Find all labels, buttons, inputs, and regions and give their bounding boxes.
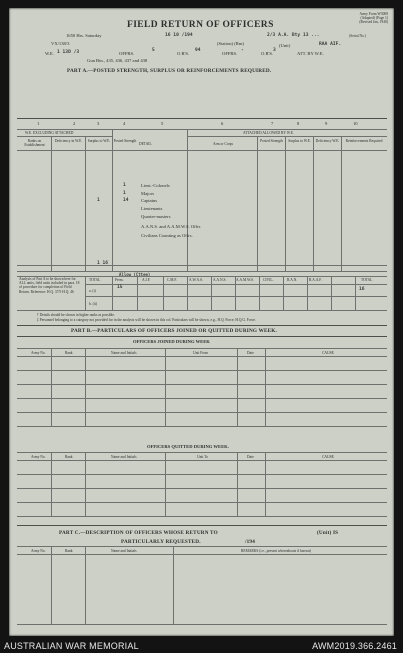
we-excl-label: W.E. EXCLUDING ATTACHED	[25, 131, 74, 135]
ors-value: 94	[195, 48, 201, 53]
col-number: 2	[73, 121, 76, 126]
part-c-date: /194	[245, 539, 256, 545]
quitted-head: CAUSE	[322, 455, 334, 459]
quitted-head: Army No.	[31, 455, 46, 459]
footer-left: AUSTRALIAN WAR MEMORIAL	[4, 641, 139, 651]
summary-head: CIVIL.	[263, 278, 274, 282]
hours-text: 1650 Hrs. Saturday	[66, 33, 102, 38]
footer-right: AWM2019.366.2461	[312, 641, 397, 651]
offrs-value: 5	[152, 48, 155, 53]
col-number: 8	[297, 121, 300, 126]
we-value: 1 13D /3	[57, 50, 80, 55]
footnote: † Details should be shown in higher ranks as possible.	[37, 313, 115, 317]
col-head: Ranks on Establishment	[24, 139, 45, 148]
unit-label: (Unit)	[279, 43, 291, 48]
station-text: (Station) (Rm)	[217, 41, 244, 46]
joined-head: Army No.	[31, 351, 46, 355]
posted-value: 1	[123, 183, 126, 188]
summary-handwritten: 15	[117, 285, 123, 290]
summary-head: TOTAL	[89, 278, 101, 282]
quitted-head: Unit To	[197, 455, 208, 459]
quitted-head: Name and Initials	[111, 455, 137, 459]
joined-head: Rank	[65, 351, 73, 355]
col-head: Arm or Corps	[213, 142, 233, 146]
summary-head: A.A.M.W.S.	[236, 278, 254, 282]
summary-row-label: a. (i)	[89, 289, 96, 293]
summary-row-label: b. (ii)	[89, 302, 97, 306]
raa-text: RAA AIF.	[319, 42, 342, 47]
total-posted: 1 16	[97, 261, 109, 266]
surplus-value: 1	[97, 198, 100, 203]
col-number: 4	[123, 121, 126, 126]
ors-label: O.R'S.	[177, 51, 190, 56]
part-c-requested: PARTICULARLY REQUESTED.	[121, 539, 201, 545]
joined-head: CAUSE	[322, 351, 334, 355]
form-code-line: (Revised Jan, 1940)	[359, 20, 388, 25]
summary-head: A.A.N.S.	[213, 278, 227, 282]
summary-head: A.W.A.S.	[189, 278, 203, 282]
rank-item: Lieut.-Colonels	[141, 183, 170, 188]
attached-allowed-label: ATTACHED ALLOWED BY W.E.	[243, 131, 294, 135]
quitted-head: Date	[247, 455, 254, 459]
quitted-head: Rank	[65, 455, 73, 459]
serial-label: (Serial No.)	[349, 34, 366, 38]
summary-handwritten-note: Allow (Cttee)	[119, 272, 151, 277]
col-number: 3	[97, 121, 100, 126]
form-code-line: Army Form W3008	[359, 12, 388, 16]
summary-total: 16	[359, 287, 365, 292]
part-c-unit: (Unit) IS	[317, 530, 339, 536]
col-number: 10	[353, 121, 358, 126]
summary-head: R.A.N.	[287, 278, 298, 282]
rank-item: Captains	[141, 198, 158, 204]
rank-item: A.A.N.S. and A.A.M.W.S. Offrs	[141, 223, 201, 229]
rank-item: Quarter-masters	[141, 213, 171, 219]
summary-head: A.I.F.	[142, 278, 151, 282]
col-head: Posted Strength	[113, 139, 137, 143]
part-c-head: Army No.	[31, 549, 46, 553]
posted-value: 14	[123, 198, 129, 204]
unit-value: 2/3 A.A. Bty 13 ...	[267, 33, 320, 38]
posted-values	[123, 182, 129, 205]
joined-head: Date	[247, 351, 254, 355]
col-number: 1	[37, 121, 40, 126]
joined-title: OFFICERS JOINED DURING WEEK	[133, 339, 210, 344]
col-number: 6	[221, 121, 224, 126]
quitted-title: OFFICERS QUITTED DURING WEEK.	[147, 444, 229, 449]
att-label: ATT. BY W.E.	[297, 51, 324, 56]
col-head: Deficiency in W.E.	[54, 139, 83, 143]
summary-head: R.A.A.F.	[309, 278, 322, 282]
part-c-head: REMARKS (i.e., present whereabouts if known)	[241, 549, 312, 553]
ors2-label: O.R'S.	[261, 51, 274, 56]
offrs2-label: OFFRS.	[222, 51, 238, 56]
summary-head: TOTAL	[361, 278, 373, 282]
part-c-head: Name and Initials	[111, 549, 137, 553]
posted-value: 1	[123, 190, 126, 196]
offrs2-value: -	[241, 48, 244, 53]
col-head: Posted Strength	[260, 139, 283, 143]
we-label: W.E.	[45, 51, 55, 56]
summary-head: Perm.	[115, 278, 124, 282]
summary-head: C.M.F.	[167, 278, 177, 282]
col-head: Surplus to W.E.	[87, 139, 111, 143]
part-c-head: Rank	[65, 549, 73, 553]
rank-list	[141, 182, 200, 238]
col-number: 9	[325, 121, 328, 126]
joined-head: Name and Initials	[111, 351, 137, 355]
detail-label: DETAIL	[139, 142, 152, 146]
offrs-label: OFFRS.	[119, 51, 135, 56]
summary-note: Analysis of Part A to be shown here for ALL units, field units included in para. 18 of procedure for completion of Field Return. Reference: H.Q. 37/5 H.Q. 46	[19, 277, 80, 294]
form-code-line: (Adapted) (Page 1)	[360, 16, 388, 21]
col-number: 7	[271, 121, 274, 126]
rank-item: Majors	[141, 190, 155, 196]
rank-item: Lieutenants	[141, 206, 163, 212]
ors2-value: 3	[273, 48, 276, 53]
date-text: 16 10 /194	[165, 33, 193, 38]
form-title: FIELD RETURN OF OFFICERS	[127, 20, 274, 30]
part-b-heading: PART B.—PARTICULARS OF OFFICERS JOINED OR QUITTED DURING WEEK.	[71, 328, 278, 334]
rank-item: Civilians Counting as Offrs.	[141, 232, 193, 238]
col-head: Reinforcements Required	[345, 139, 383, 143]
gun-text: Gun Btn., 435, 436, 437 and 438	[87, 58, 148, 63]
form-sheet	[9, 8, 394, 636]
col-number: 5	[161, 121, 164, 126]
unit-code: VX/138/3	[51, 41, 70, 46]
footnote: ‡ Personnel belonging to a category not provided for in the analysis will be shown in this col. Particulars will be shown, e.g., H.Q. Force; H.Q.G. Force.	[37, 318, 256, 322]
form-code	[359, 12, 388, 25]
joined-head: Unit From	[193, 351, 209, 355]
part-c-heading: PART C.—DESCRIPTION OF OFFICERS WHOSE RETURN TO	[59, 530, 218, 536]
col-head: Surplus to W.E.	[288, 139, 311, 143]
col-head: Deficiency W.E.	[315, 139, 340, 143]
part-a-heading: PART A.—POSTED STRENGTH, SURPLUS OR REINFORCEMENTS REQUIRED.	[67, 68, 272, 74]
